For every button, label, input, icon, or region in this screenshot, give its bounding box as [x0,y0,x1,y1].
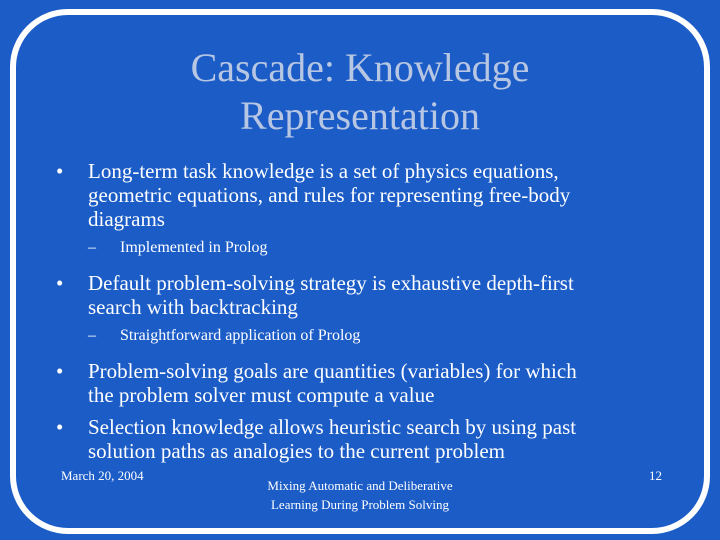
bullet-2 [56,271,656,319]
footer-title-line-2: Learning During Problem Solving [270,497,449,512]
bullet-3-line-1: Problem-solving goals are quantities (variables) for which [88,359,577,383]
bullet-list [56,159,656,463]
footer-title-line-1: Mixing Automatic and Deliberative [267,478,453,493]
footer-title [240,476,480,514]
slide-title [0,44,720,140]
bullet-4-line-1: Selection knowledge allows heuristic search by using past [88,415,577,439]
sub-bullet-dash: – [88,239,96,256]
sub-bullet-2 [56,327,656,345]
bullet-1-line-2: geometric equations, and rules for representing free-body [88,183,571,207]
title-line-2: Representation [240,93,480,138]
bullet-dot: • [56,415,64,439]
bullet-4 [56,415,656,463]
bullet-4-line-2: solution paths as analogies to the current problem [88,439,505,463]
bullet-dot: • [56,159,64,183]
bullet-dot: • [56,359,64,383]
bullet-2-line-1: Default problem-solving strategy is exhaustive depth-first [88,271,574,295]
bullet-3-line-2: the problem solver must compute a value [88,383,435,407]
bullet-1 [56,159,656,231]
title-line-1: Cascade: Knowledge [190,45,530,90]
bullet-3 [56,359,656,407]
bullet-dot: • [56,271,64,295]
bullet-2-line-2: search with backtracking [88,295,298,319]
sub-bullet-1-text: Implemented in Prolog [120,239,268,256]
bullet-1-line-3: diagrams [88,207,165,231]
page-number: 12 [649,468,662,483]
sub-bullet-dash: – [88,327,96,344]
bullet-1-line-1: Long-term task knowledge is a set of physics equations, [88,159,559,183]
sub-bullet-1 [56,239,656,257]
footer-date: March 20, 2004 [61,468,144,483]
sub-bullet-2-text: Straightforward application of Prolog [120,327,361,344]
